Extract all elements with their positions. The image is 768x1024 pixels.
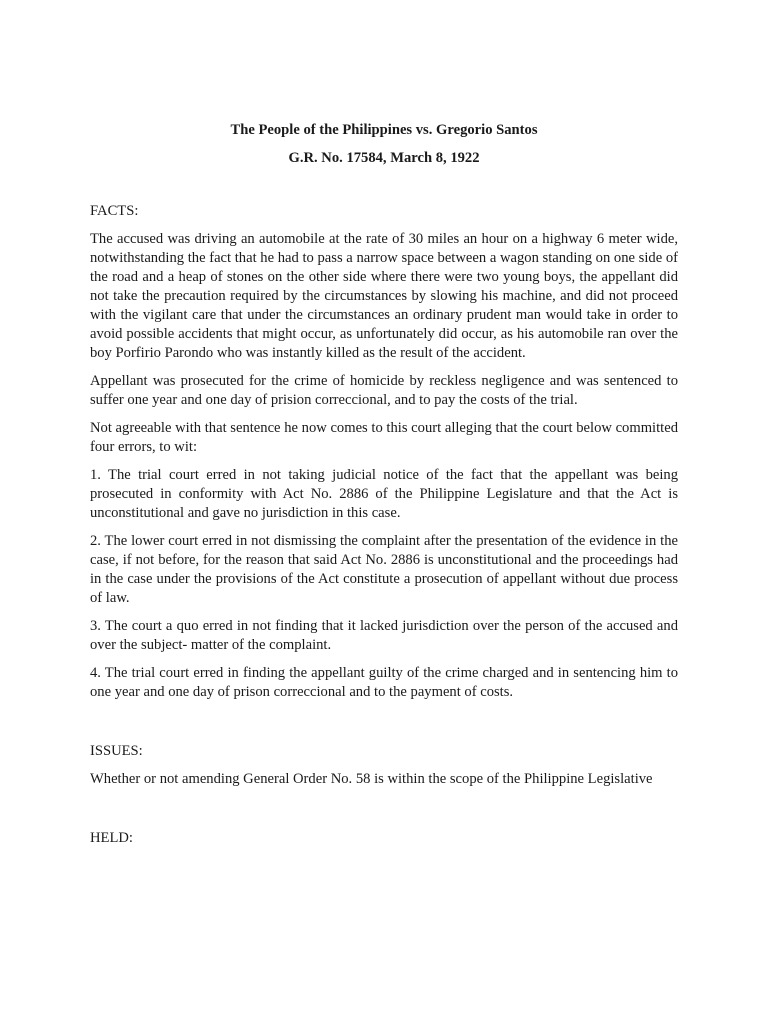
facts-paragraph: Not agreeable with that sentence he now comes to this court alleging that the court below committed four errors, to wit:: [90, 420, 678, 455]
held-heading: HELD:: [90, 830, 133, 846]
error-item-3: 3. The court a quo erred in not finding that it lacked jurisdiction over the person of the accused and over the subject- matter of the complaint.: [90, 618, 678, 653]
facts-paragraph: Appellant was prosecuted for the crime of homicide by reckless negligence and was sentenced to suffer one year and one day of prision correccional, and to pay the costs of the trial.: [90, 373, 678, 408]
facts-paragraph: The accused was driving an automobile at the rate of 30 miles an hour on a highway 6 meter wide, notwithstanding the fact that he had to pass a narrow space between a wagon standing on one side of the road and a heap of stones on the other side where there were two young boys, the appellant did not take the precaution required by the circumstances by slowing his machine, and did not proceed with the vigilant care that under the circumstances an ordinary prudent man would take in order to avoid possible accidents that might occur, as unfortunately did occur, as his automobile ran over the boy Porfirio Parondo who was instantly killed as the result of the accident.: [90, 231, 678, 361]
case-citation: G.R. No. 17584, March 8, 1922: [288, 150, 480, 166]
case-title: The People of the Philippines vs. Gregorio Santos: [230, 122, 538, 138]
issues-text: Whether or not amending General Order No. 58 is within the scope of the Philippine Legislative: [90, 771, 653, 787]
issues-heading: ISSUES:: [90, 743, 143, 759]
facts-heading: FACTS:: [90, 203, 139, 219]
error-item-2: 2. The lower court erred in not dismissing the complaint after the presentation of the evidence in the case, if not before, for the reason that said Act No. 2886 is unconstitutional and the proceedings had in the case under the provisions of the Act constitute a prosecution of appellant without due process of law.: [90, 533, 678, 606]
error-item-4: 4. The trial court erred in finding the appellant guilty of the crime charged and in sentencing him to one year and one day of prison correccional and to the payment of costs.: [90, 665, 678, 700]
error-item-1: 1. The trial court erred in not taking judicial notice of the fact that the appellant was being prosecuted in conformity with Act No. 2886 of the Philippine Legislature and that the Act is unconstitutional and gave no jurisdiction in this case.: [90, 467, 678, 521]
